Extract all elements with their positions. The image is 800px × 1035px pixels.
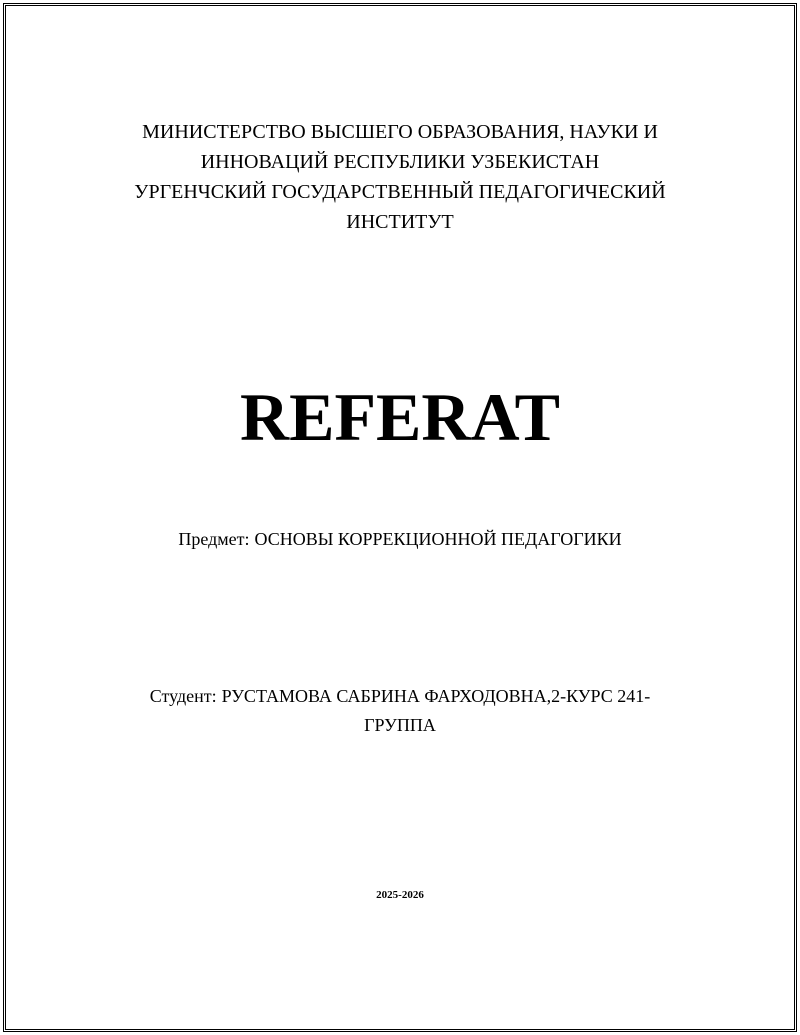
subject-value: ОСНОВЫ КОРРЕКЦИОННОЙ ПЕДАГОГИКИ bbox=[254, 529, 622, 549]
institution-line: ИННОВАЦИЙ РЕСПУБЛИКИ УЗБЕКИСТАН bbox=[200, 151, 600, 173]
institution-line: ИНСТИТУТ bbox=[346, 211, 454, 233]
subject-label: Предмет: bbox=[178, 529, 250, 549]
academic-year: 2025-2026 bbox=[376, 889, 424, 901]
institution-header bbox=[0, 117, 800, 237]
institution-line: МИНИСТЕРСТВО ВЫСШЕГО ОБРАЗОВАНИЯ, НАУКИ И bbox=[142, 121, 658, 143]
student-label: Студент: bbox=[149, 686, 217, 706]
student-value-line1: РУСТАМОВА САБРИНА ФАРХОДОВНА,2-КУРС 241- bbox=[221, 686, 651, 706]
student-value-line2: ГРУППА bbox=[364, 715, 436, 735]
document-title: REFERAT bbox=[240, 379, 560, 455]
institution-line: УРГЕНЧСКИЙ ГОСУДАРСТВЕННЫЙ ПЕДАГОГИЧЕСКИЙ bbox=[134, 181, 666, 203]
student-block bbox=[0, 682, 800, 740]
subject-line bbox=[0, 526, 800, 552]
